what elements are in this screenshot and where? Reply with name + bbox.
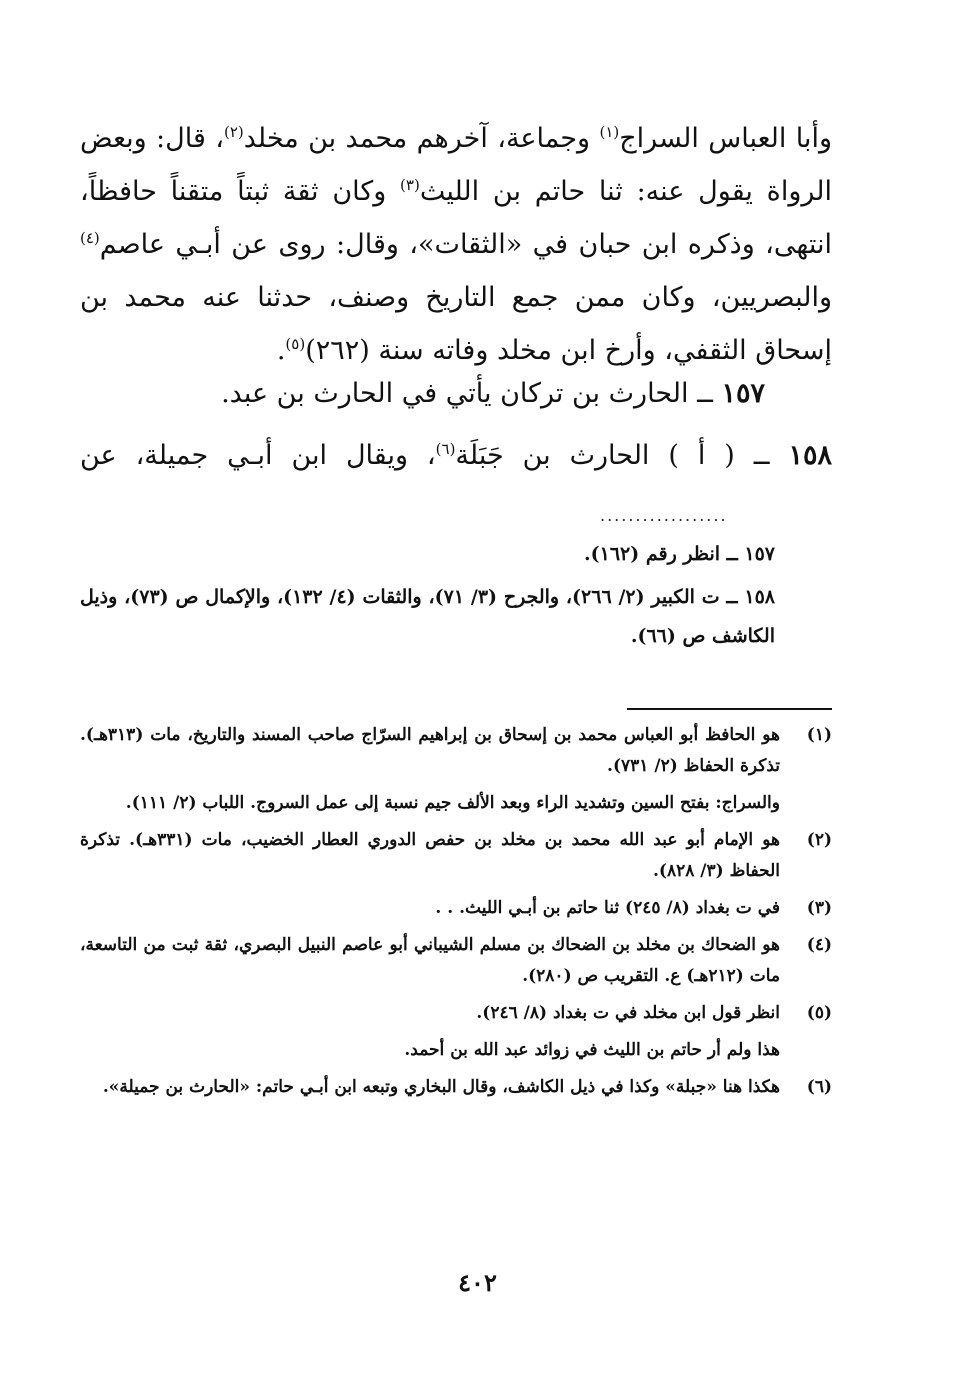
entry-dash: ــ: [688, 378, 722, 409]
entry-157: [221, 378, 765, 409]
footnote-number: (٣): [806, 898, 832, 918]
footnote-body: [80, 998, 780, 1066]
footnote-5: [80, 998, 832, 1066]
source-158: ١٥٨ ــ ت الكبير (٢/ ٢٦٦)، والجرح (٣/ ٧١)، والثقات (٤/ ١٣٢)، والإكمال ص (٧٣)، وذيل الكاشف ص (٦٦).: [80, 586, 775, 647]
footnote-3: [80, 893, 832, 924]
footnotes: [80, 720, 832, 1109]
footnote-text: هكذا هنا «جبلة» وكذا في ذيل الكاشف، وقال البخاري وتبعه ابن أبـي حاتم: «الحارث بن جميلة».: [102, 1077, 780, 1097]
footnote-body: [80, 930, 780, 992]
footnote-body: [80, 1072, 780, 1103]
footnote-text: في ت بغداد (٨/ ٢٤٥) ثنا حاتم بن أبـي الليث. . .: [435, 898, 780, 918]
text-segment: ، قال: وبعض الرواة يقول عنه: ثنا حاتم بن الليث: [80, 123, 832, 207]
footnote-4: [80, 930, 832, 992]
footnote-ref-5: (٥): [285, 335, 306, 353]
entry-158: [80, 440, 832, 471]
footnote-ref-2: (٢): [223, 123, 244, 141]
footnote-text: هو الحافظ أبو العباس محمد بن إسحاق بن إبراهيم السرّاج صاحب المسند والتاريخ، مات (٣١٣هـ). تذكرة الحفاظ (٢/ ٧٣١).: [80, 725, 780, 776]
footnote-number: (٢): [806, 830, 832, 850]
entry-text: ( أ ) الحارث بن جَبَلَة: [455, 440, 735, 471]
entry-text: الحارث بن تركان يأتي في الحارث بن عبد.: [221, 378, 689, 409]
main-paragraph: [80, 112, 832, 377]
footnote-body: [80, 825, 780, 887]
footnote-divider: [627, 708, 832, 710]
dotted-separator: ..................: [600, 506, 728, 525]
text-segment: وأبا العباس السراج: [619, 123, 832, 154]
footnote-body: [80, 720, 780, 819]
footnote-2: [80, 825, 832, 887]
footnote-ref-4: (٤): [80, 229, 100, 247]
footnote-1: [80, 720, 832, 819]
entry-text: ، ويقال ابن أبـي جميلة، عن: [80, 440, 436, 471]
text-segment: وجماعة، آخرهم محمد بن مخلد: [243, 123, 600, 154]
entry-dash: ــ: [734, 440, 789, 471]
footnote-ref-1: (١): [599, 123, 620, 141]
source-157: ١٥٧ ــ انظر رقم (١٦٢).: [584, 543, 775, 565]
footnote-text: هو الإمام أبو عبد الله محمد بن مخلد بن حفص الدوري العطار الخضيب، مات (٣٣١هـ). تذكرة الحفاظ (٣/ ٨٢٨).: [80, 830, 780, 881]
footnote-text: هو الضحاك بن مخلد بن الضحاك بن مسلم الشيباني أبو عاصم النبيل البصري، ثقة ثبت من التاسعة، مات (٢١٢هـ) ع. التقريب ص (٢٨٠).: [80, 935, 780, 986]
text-segment: والبصريين، وكان ممن جمع التاريخ وصنف، حدثنا عنه محمد بن إسحاق الثقفي، وأرخ ابن مخلد وفاته سنة (٢٦٢): [80, 282, 832, 366]
footnote-6: [80, 1072, 832, 1103]
footnote-text: انظر قول ابن مخلد في ت بغداد (٨/ ٢٤٦).: [476, 1003, 780, 1023]
footnote-text: هذا ولم أر حاتم بن الليث في زوائد عبد الله بن أحمد.: [404, 1040, 780, 1060]
footnote-number: (٦): [806, 1077, 832, 1097]
entry-number: ١٥٨: [788, 440, 832, 471]
footnote-text: والسراج: بفتح السين وتشديد الراء وبعد الألف جيم نسبة إلى عمل السروج. اللباب (٢/ ١١١).: [125, 793, 780, 813]
footnote-body: [80, 893, 780, 924]
text-segment: وكان ثقة ثبتاً متقناً حافظاً، انتهى، وذكره ابن حبان في «الثقات»، وقال: روى عن أبـي عاصم: [80, 176, 832, 260]
page-number: ٤٠٢: [458, 1268, 497, 1297]
footnote-ref-6: (٦): [435, 440, 456, 458]
text-segment: .: [276, 335, 286, 366]
footnote-ref-3: (٣): [400, 176, 420, 194]
footnote-number: (١): [806, 725, 832, 745]
entry-number: ١٥٧: [721, 378, 765, 409]
footnote-number: (٤): [806, 935, 832, 955]
footnote-number: (٥): [806, 1003, 832, 1023]
